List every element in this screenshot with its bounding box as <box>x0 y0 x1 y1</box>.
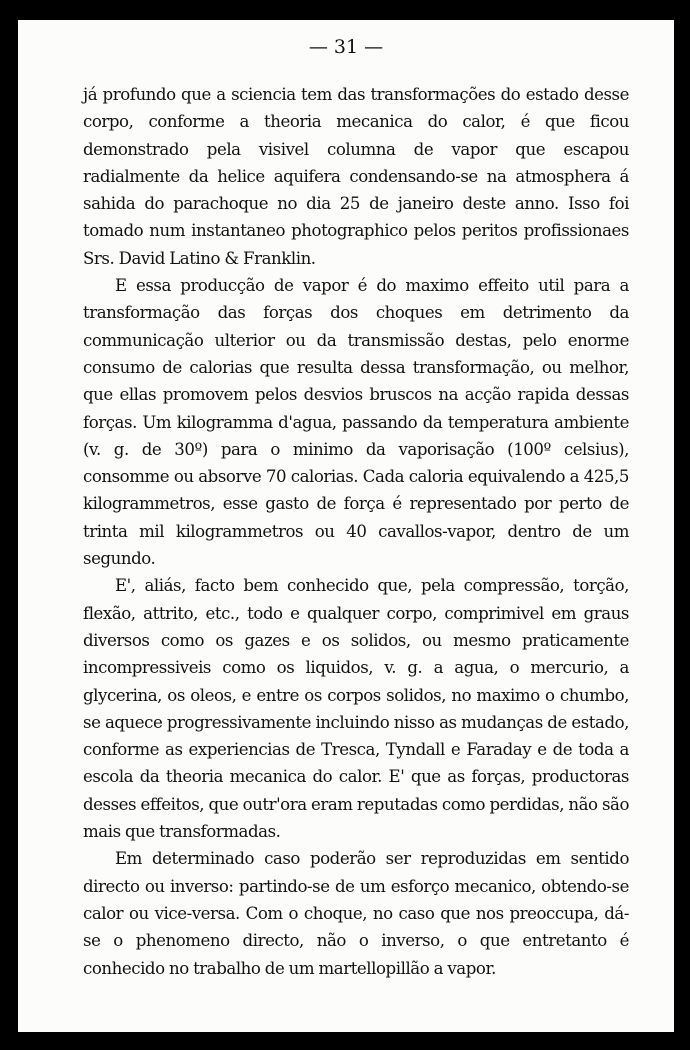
body-text <box>83 81 629 982</box>
paragraph-direct-inverse: Em determinado caso poderão ser reproduzidas em sentido directo ou inverso: partindo-se de um esforço mecanico, obtendo-se calor ou vice-versa. Com o choque, no caso que nos preoccupa, dá-se o phenomeno directo, não o inverso, o que entretanto é conhecido no trabalho de um martellopillão a vapor. <box>83 849 629 978</box>
paragraph-steam-production: E essa producção de vapor é do maximo effeito util para a transformação das forças dos choques em detrimento da communicação ulterior ou da transmissão destas, pelo enorme consumo de calorias que resulta dessa transformação, ou melhor, que ellas promovem pelos desvios bruscos na acção rapida dessas forças. Um kilogramma d'agua, passando da temperatura ambiente (v. g. de 30º) para o minimo da vaporisação (100º celsius), consomme ou absorve 70 calorias. Cada caloria equivalendo a 425,5 kilogrammetros, esse gasto de força é representado por perto de trinta mil kilogrammetros ou 40 cavallos-vapor, dentro de um segundo. <box>83 276 629 569</box>
paragraph-continuation: já profundo que a sciencia tem das transformações do estado desse corpo, conforme a theoria mecanica do calor, é que ficou demonstrado pela visivel columna de vapor que escapou radialmente da helice aquifera condensando-se na atmosphera á sahida do parachoque no dia 25 de janeiro deste anno. Isso foi tomado num instantaneo photographico pelos peritos profissionaes Srs. David Latino & Franklin. <box>83 85 629 268</box>
page-number: — 31 — <box>308 36 384 58</box>
paragraph-compression: E', aliás, facto bem conhecido que, pela compressão, torção, flexão, attrito, etc., todo e qualquer corpo, comprimivel em graus diversos como os gazes e os solidos, ou mesmo praticamente incompressiveis como os liquidos, v. g. a agua, o mercurio, a glycerina, os oleos, e entre os corpos solidos, no maximo o chumbo, se aquece progressivamente incluindo nisso as mudanças de estado, conforme as experiencias de Tresca, Tyndall e Faraday e de toda a escola da theoria mecanica do calor. E' que as forças, productoras desses effeitos, que outr'ora eram reputadas como perdidas, não são mais que transformadas. <box>83 576 629 842</box>
book-page <box>18 20 674 1032</box>
